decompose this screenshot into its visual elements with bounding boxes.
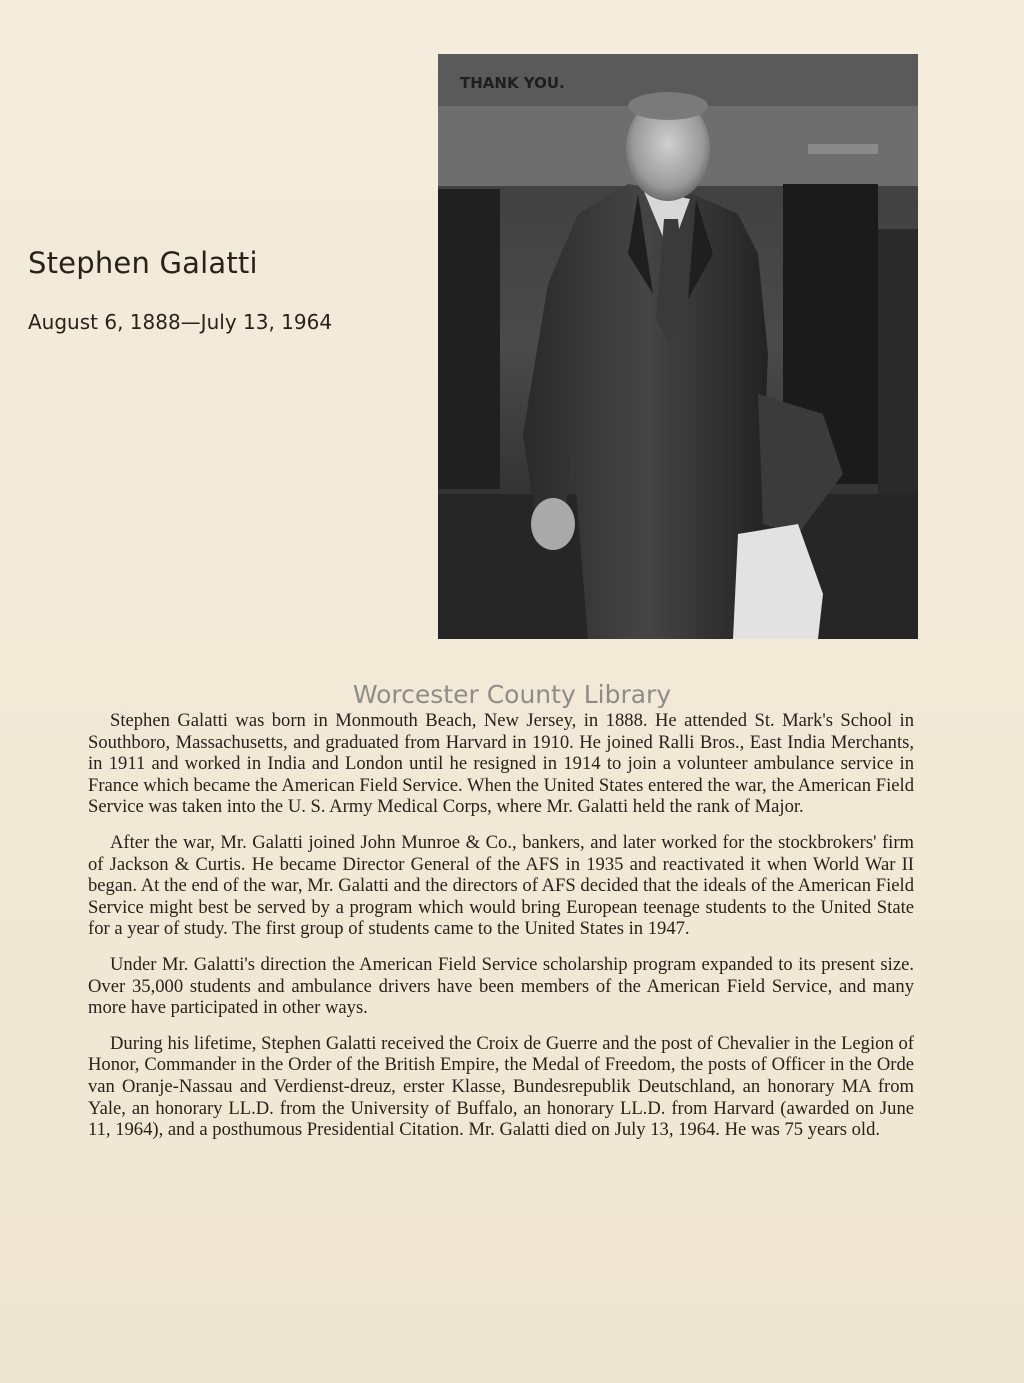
biography-paragraph-1: Stephen Galatti was born in Monmouth Beach, New Jersey, in 1888. He attended St. Mark's School in Southboro, Massachusetts, and graduated from Harvard in 1910. He joined Ralli Bros., East India Merchants, in 1911 and worked in India and London until he resigned in 1914 to join a volunteer ambulance service in France which became the American Field Service. When the United States entered the war, the American Field Service was taken into the U. S. Army Medical Corps, where Mr. Galatti held the rank of Major.: [88, 710, 914, 818]
biography-text: [88, 710, 914, 1155]
library-watermark: Worcester County Library: [352, 680, 672, 709]
portrait-photo: [438, 54, 918, 639]
life-dates: August 6, 1888—July 13, 1964: [28, 310, 333, 334]
photo-sign-text: THANK YOU.: [460, 74, 565, 92]
biography-paragraph-3: Under Mr. Galatti's direction the American Field Service scholarship program expanded to its present size. Over 35,000 students and ambulance drivers have been members of the American Field Service, and many more have participated in other ways.: [88, 953, 914, 1019]
biography-paragraph-2: After the war, Mr. Galatti joined John Munroe & Co., bankers, and later worked for the stockbrokers' firm of Jackson & Curtis. He became Director General of the AFS in 1935 and reactivated it when World War II began. At the end of the war, Mr. Galatti and the directors of AFS decided that the ideals of the American Field Service might best be served by a program which would bring European teenage students to the United State for a year of study. The first group of students came to the United States in 1947.: [88, 831, 914, 940]
person-name-heading: Stephen Galatti: [28, 246, 258, 280]
biography-paragraph-4: During his lifetime, Stephen Galatti received the Croix de Guerre and the post of Chevalier in the Legion of Honor, Commander in the Order of the British Empire, the Medal of Freedom, the posts of Officer in the Orde van Oranje-Nassau and Verdienst-dreuz, erster Klasse, Bundesrepublik Deutschland, an honorary MA from Yale, an honorary LL.D. from the University of Buffalo, an honorary LL.D. from Harvard (awarded on June 11, 1964), and a posthumous Presidential Citation. Mr. Galatti died on July 13, 1964. He was 75 years old.: [88, 1032, 914, 1141]
